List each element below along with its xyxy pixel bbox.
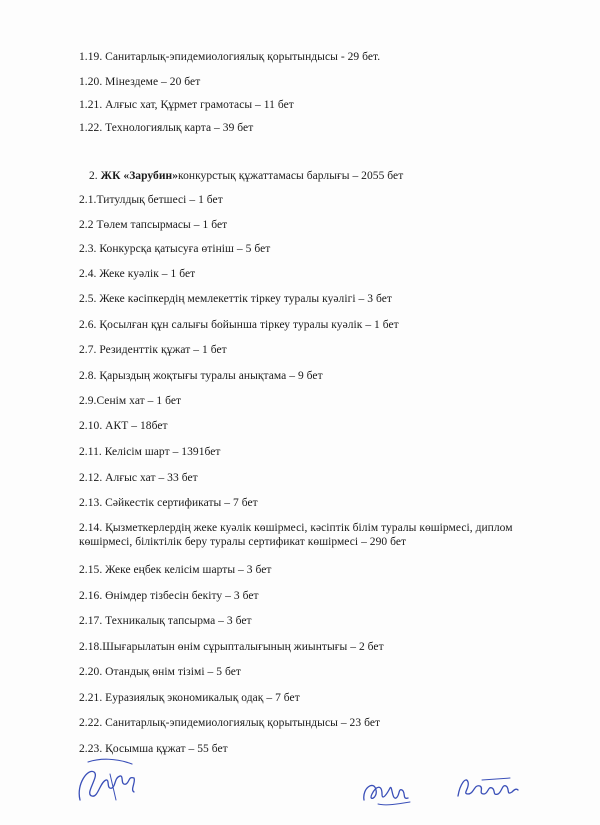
list-item-2-16: 2.16. Өнімдер тізбесін бекіту – 3 бет <box>79 590 259 602</box>
list-item-2-10: 2.10. АКТ – 18бет <box>79 420 168 432</box>
list-item-2-21: 2.21. Еуразиялық экономикалық одақ – 7 бет <box>79 692 300 704</box>
list-item-2-23: 2.23. Қосымша құжат – 55 бет <box>79 743 228 755</box>
list-item-2-5: 2.5. Жеке кәсіпкердің мемлекеттік тіркеу туралы куәлігі – 3 бет <box>79 293 392 305</box>
list-item-2-20: 2.20. Отандық өнім тізімі – 5 бет <box>79 666 241 678</box>
list-item-2-2: 2.2 Төлем тапсырмасы – 1 бет <box>79 219 228 231</box>
list-item-2-11: 2.11. Келісім шарт – 1391бет <box>79 446 221 458</box>
section-2-company: ЖК «Зарубин» <box>100 170 179 182</box>
section-2-prefix: 2. <box>89 170 101 182</box>
list-item-2-6: 2.6. Қосылған құн салығы бойынша тіркеу туралы куәлік – 1 бет <box>79 319 399 331</box>
signature-left-icon <box>70 754 150 808</box>
signature-middle <box>358 770 418 810</box>
list-item-1-22: 1.22. Технологиялық карта – 39 бет <box>79 122 254 134</box>
list-item-2-18: 2.18.Шығарылатын өнім сұрыпталығының жиынтығы – 2 бет <box>79 641 384 653</box>
list-item-2-9: 2.9.Сенім хат – 1 бет <box>79 395 182 407</box>
list-item-1-19: 1.19. Санитарлық-эпидемиологиялық қорытындысы - 29 бет. <box>79 51 381 63</box>
list-item-2-4: 2.4. Жеке куәлік – 1 бет <box>79 268 196 280</box>
list-item-1-21: 1.21. Алғыс хат, Құрмет грамотасы – 11 бет <box>79 99 294 111</box>
section-2-heading <box>89 169 403 183</box>
signature-left <box>70 754 150 808</box>
list-item-2-12: 2.12. Алғыс хат – 33 бет <box>79 472 198 484</box>
signature-right <box>452 770 522 804</box>
list-item-2-1: 2.1.Титулдық бетшесі – 1 бет <box>79 194 223 206</box>
list-item-2-7: 2.7. Резиденттік құжат – 1 бет <box>79 344 227 356</box>
list-item-2-15: 2.15. Жеке еңбек келісім шарты – 3 бет <box>79 564 272 576</box>
signature-right-icon <box>452 770 522 804</box>
list-item-2-3: 2.3. Конкурсқа қатысуға өтініш – 5 бет <box>79 243 271 255</box>
list-item-2-17: 2.17. Техникалық тапсырма – 3 бет <box>79 615 252 627</box>
list-item-2-13: 2.13. Сәйкестік сертификаты – 7 бет <box>79 497 258 509</box>
section-2-suffix: конкурстық құжаттамасы барлығы – 2055 бет <box>178 170 404 182</box>
list-item-2-8: 2.8. Қарыздың жоқтығы туралы анықтама – 9 бет <box>79 370 323 382</box>
list-item-2-22: 2.22. Санитарлық-эпидемиологиялық қорытындысы – 23 бет <box>79 717 381 729</box>
signature-middle-icon <box>358 770 418 810</box>
list-item-2-14: 2.14. Қызметкерлердің жеке куәлік көшірмесі, кәсіптік білім туралы көшірмесі, диплом көшірмесі, біліктілік беру туралы сертификат көшірмесі – 290 бет <box>79 522 513 548</box>
list-item-1-20: 1.20. Мінездеме – 20 бет <box>79 76 201 88</box>
